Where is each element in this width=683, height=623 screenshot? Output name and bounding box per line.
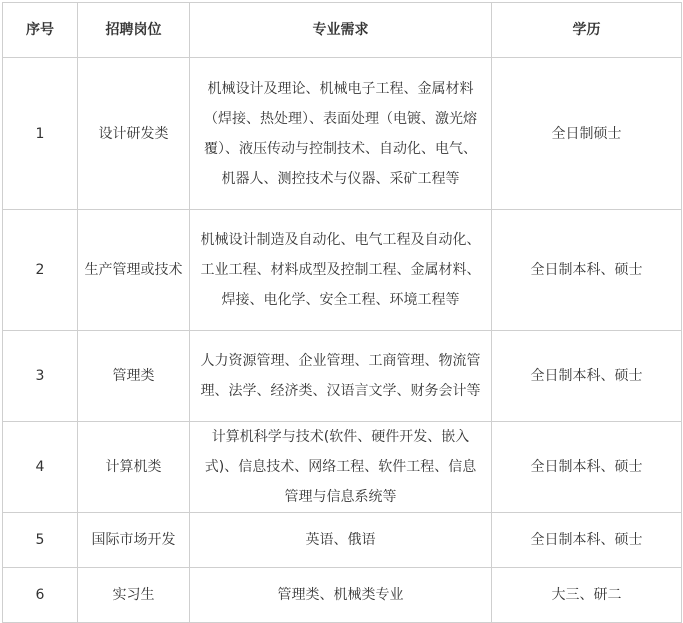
recruitment-table [2,2,682,623]
cell-position: 国际市场开发 [78,513,190,568]
cell-index: 2 [3,210,78,331]
cell-position: 生产管理或技术 [78,210,190,331]
table-row [3,568,682,623]
table-row [3,210,682,331]
cell-index: 3 [3,331,78,422]
cell-position: 管理类 [78,331,190,422]
header-majors: 专业需求 [190,3,492,58]
majors-text: 人力资源管理、企业管理、工商管理、物流管理、法学、经济类、汉语言文学、财务会计等 [200,353,481,399]
cell-index: 6 [3,568,78,623]
header-education: 学历 [492,3,682,58]
table-row [3,58,682,210]
cell-majors [190,58,492,210]
majors-text: 机械设计及理论、机械电子工程、金属材料（焊接、热处理）、表面处理（电镀、激光熔覆）、液压传动与控制技术、自动化、电气、机器人、测控技术与仪器、采矿工程等 [204,80,477,187]
cell-index: 5 [3,513,78,568]
majors-text: 英语、俄语 [305,532,376,548]
table-header-row [3,3,682,58]
table-row [3,513,682,568]
cell-majors [190,513,492,568]
header-index: 序号 [3,3,78,58]
majors-text: 计算机科学与技术(软件、硬件开发、嵌入式)、信息技术、网络工程、软件工程、信息管理与信息系统等 [204,429,477,505]
cell-majors [190,422,492,513]
cell-position: 计算机类 [78,422,190,513]
header-position: 招聘岗位 [78,3,190,58]
cell-education: 全日制本科、硕士 [492,331,682,422]
cell-index: 4 [3,422,78,513]
cell-index: 1 [3,58,78,210]
cell-education: 全日制本科、硕士 [492,513,682,568]
cell-position: 设计研发类 [78,58,190,210]
cell-education: 全日制本科、硕士 [492,210,682,331]
cell-education: 全日制本科、硕士 [492,422,682,513]
majors-text: 机械设计制造及自动化、电气工程及自动化、工业工程、材料成型及控制工程、金属材料、焊接、电化学、安全工程、环境工程等 [200,232,481,308]
cell-majors [190,210,492,331]
table-row [3,331,682,422]
cell-majors [190,331,492,422]
majors-text: 管理类、机械类专业 [277,587,404,603]
table-row [3,422,682,513]
cell-majors [190,568,492,623]
cell-education: 大三、研二 [492,568,682,623]
cell-position: 实习生 [78,568,190,623]
cell-education: 全日制硕士 [492,58,682,210]
